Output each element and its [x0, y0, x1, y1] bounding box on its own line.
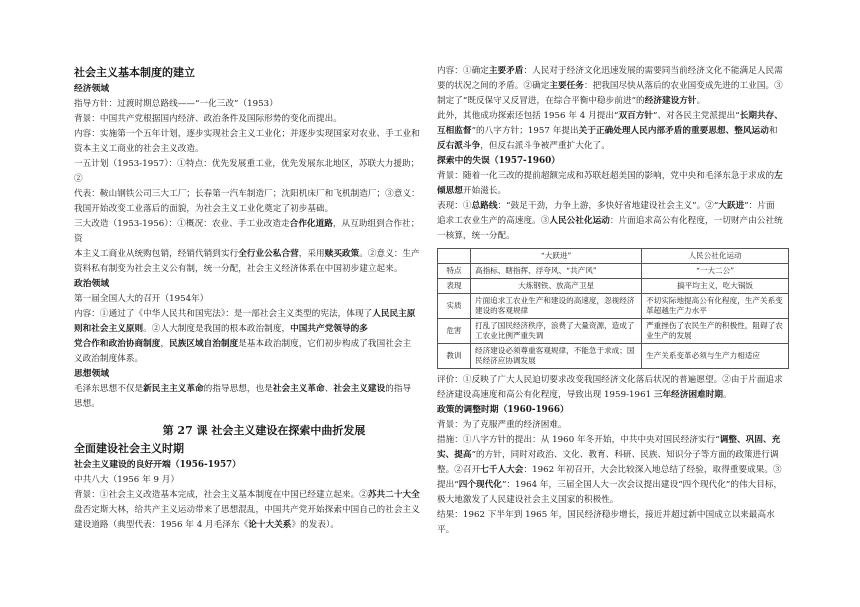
text: 制定了“既反保守又反冒进，在综合平衡中稳步前进”的	[437, 96, 645, 106]
text: ：人民对于经济文化迅速发展的需要同当前经济文化不能满足人民需	[523, 66, 783, 76]
bold-term: 实、提高	[437, 450, 472, 460]
text: 背景：①社会主义改造基本完成，社会主义基本制度在中国已经建立起来。②	[74, 490, 368, 500]
row-label: 危害	[438, 319, 471, 344]
text: ：“鼓足干劲，力争上游，多快好省地建设社会主义”。②“	[497, 201, 719, 211]
text: ”、对各民主党派提出“	[653, 111, 740, 121]
content-line	[437, 79, 789, 94]
pol-line	[74, 337, 424, 352]
eval-line: 评价：①反映了广大人民迫切要求改变我国经济文化落后状况的普遍愿望。②由于片面追求	[437, 375, 783, 385]
text: ”的方针，同时对政治、文化、教育、科研、民族、知识分子等方面的政策进行调	[471, 450, 779, 460]
other-line	[437, 124, 789, 139]
adj-line	[437, 448, 789, 463]
adj-line	[437, 478, 789, 493]
bold-term: 互相监督	[437, 126, 472, 136]
content-line: 内容：实施第一个五年计划，逐步实现社会主义工业化；并逐步实现国家对农业、手工业和	[74, 129, 420, 139]
bold-term: 中国共产党领导的多	[290, 324, 368, 334]
other-line	[437, 109, 789, 124]
text: ”：1964 年，三届全国人大一次会议提出建设“四个现代化”的伟大目标，	[501, 480, 783, 490]
mis-line	[437, 169, 789, 184]
bold-term: 三年经济困难时期	[653, 390, 724, 400]
content-line	[437, 94, 789, 109]
bold-term: 反右派斗争	[437, 141, 481, 151]
table-cell: 打乱了国民经济秩序，浪费了大量资源，造成了工农业比例严重失调	[471, 319, 642, 344]
table-row	[438, 294, 789, 319]
bold-term: 人民民主原	[372, 309, 416, 319]
text: 此外，其他成功探索还包括 1956 年 4 月提出“	[437, 111, 619, 121]
text: 。	[723, 390, 732, 400]
mis-line	[437, 184, 789, 199]
lesson-title: 第 27 课 社会主义建设在探索中曲折发展	[162, 424, 366, 437]
bold-term: 七千人大会	[480, 465, 524, 475]
section-title: 社会主义基本制度的建立	[74, 66, 195, 79]
bold-term: 倾思想	[437, 186, 463, 196]
text: 毛泽东思想不仅是	[74, 384, 144, 394]
bold-term: 民族区域自治制度	[169, 339, 239, 349]
table-cell: 生产关系变革必须与生产力相适应	[642, 344, 789, 369]
table-row	[438, 319, 789, 344]
text: 开始滋长。	[462, 186, 507, 196]
good-start-heading: 社会主义建设的良好开端（1956-1957）	[74, 460, 241, 470]
adj-line: 极大地激发了人民建设社会主义国家的积极性。	[437, 495, 619, 505]
text: ，但反右派斗争被严重扩大化了。	[480, 141, 610, 151]
table-cell: 高指标、瞎指挥、浮夸风、“共产风”	[471, 264, 642, 279]
text: 是我国的根本政治制度，	[195, 324, 291, 334]
content-line	[437, 64, 789, 79]
table-cell: “一大二公”	[642, 264, 789, 279]
adjust-heading: 政策的调整时期（1960-1966）	[437, 405, 569, 415]
bold-term: 新民主主义革命	[143, 384, 204, 394]
comparison-table	[437, 248, 789, 369]
bold-term: 党合作和政治协商制度	[74, 339, 161, 349]
mis-line: 一核算，统一分配。	[437, 231, 515, 241]
guide-text: 指导方针：过渡时期总路线——“一化三改”（1953）	[74, 99, 278, 109]
econ-heading: 经济领域	[74, 84, 110, 94]
table-header-cell: 人民公社化运动	[642, 249, 789, 264]
bold-term: 关于正确处理人民内部矛盾的重要思想、整风运动	[578, 126, 769, 136]
table-row	[438, 264, 789, 279]
result-line: 结果：1962 下半年到 1965 年，国民经济稳步增长，接近并超过新中国成立以来最高水平。	[437, 510, 775, 535]
bold-term: 社会主义建设	[333, 384, 386, 394]
text: 要的状况之间的矛盾。②确定	[437, 81, 550, 91]
text: 内容：①确定	[437, 66, 489, 76]
text: ：1962 年初召开，大会比较深入地总结了经验，取得重要成果。③	[523, 465, 782, 475]
text: 》的发表）。	[291, 520, 340, 530]
mis-line	[437, 199, 789, 214]
table-cell: 片面追求工农业生产和建设的高速度，忽视经济建设的客观规律	[471, 294, 642, 319]
row-label: 教训	[438, 344, 471, 369]
text: 。②意义：生产	[359, 249, 420, 259]
table-cell: 搞平均主义，吃大锅饭	[642, 279, 789, 294]
table-header-row	[438, 249, 789, 264]
bold-term: 社会主义革命	[272, 384, 325, 394]
text: ”：片面	[744, 201, 775, 211]
transform-line	[74, 247, 424, 262]
text: 。②人大制度	[143, 324, 196, 334]
cpc8-line: 中共八大（1956 年 9 月）	[74, 475, 180, 485]
bold-term: 则和社会主义原则	[74, 324, 144, 334]
bold-term: 左	[774, 171, 783, 181]
transform-line	[74, 217, 424, 247]
bg-line	[74, 518, 424, 533]
table-cell: 不切实际地提高公有化程度，生产关系变革超越生产力水平	[642, 294, 789, 319]
pol-line	[74, 307, 424, 322]
background-line: 背景：中国共产党根据国内经济、政治条件及国际形势的变化而提出。	[74, 114, 342, 124]
ideo-heading: 思想领域	[74, 369, 110, 379]
row-label: 实质	[438, 294, 471, 319]
fyp-line: 我国开始改变工业落后的面貌，为社会主义工业化奠定了初步基础。	[74, 204, 334, 214]
bold-term: 经济建设方针	[644, 96, 697, 106]
text: 和	[768, 126, 778, 136]
transform-line: 资料私有制变为社会主义公有制，统一分配，社会主义经济体系在中国初步建立起来。	[74, 264, 403, 274]
period-heading: 全面建设社会主义时期	[74, 442, 184, 455]
adj-line	[437, 433, 789, 448]
bold-term: 主要矛盾	[488, 66, 524, 76]
content-line: 资本主义工商业的社会主义改造。	[74, 144, 204, 154]
bold-term: 双百方针	[618, 111, 654, 121]
bold-term: 总路线	[471, 201, 498, 211]
text: ：把我国尽快从落后的农业国变成先进的工业国。③	[583, 81, 783, 91]
table-cell: 经济建设必须尊重客观规律，不能急于求成；国民经济应协调发展	[471, 344, 642, 369]
pol-line: 义政治制度体系。	[74, 354, 144, 364]
right-column	[437, 0, 789, 538]
fyp-line: 代表：鞍山钢铁公司三大工厂；长春第一汽车制造厂；沈阳机床厂和飞机制造厂；③意义：	[74, 189, 420, 199]
text: ”的八字方针；1957 年提出	[471, 126, 579, 136]
bold-term: 论十大关系	[248, 520, 292, 530]
pol-line	[74, 322, 424, 337]
text: 。	[696, 96, 706, 106]
text: 的指导思想，也是	[203, 384, 273, 394]
bold-term: 苏共二十大全	[367, 490, 420, 500]
row-label: 表现	[438, 279, 471, 294]
bg-line: 盘否定斯大林，给共产主义运动带来了思想混乱，中国共产党开始探索中国自己的社会主义	[74, 505, 420, 515]
row-label: 特点	[438, 264, 471, 279]
text: ：片面追求高公有化程度，一切财产由公社统	[609, 216, 783, 226]
table-row	[438, 279, 789, 294]
text: 内容：①通过了《中华人民共和国宪法》：是一部社会主义类型的宪法，体现了	[74, 309, 373, 319]
text: 建设道路（典型代表：1956 年 4 月毛泽东《	[74, 520, 249, 530]
text: 表现：①	[437, 201, 472, 211]
ideo-line: 思想。	[74, 399, 100, 409]
bold-term: 调整、巩固、充	[719, 435, 781, 445]
text: 背景：随着一化三改的提前超额完成和苏联赶超美国的影响，党中央和毛泽东急于求成的	[437, 171, 775, 181]
text: 提出“	[437, 480, 459, 490]
bg-line	[74, 488, 424, 503]
ideo-line	[74, 382, 424, 397]
text: ，采用	[298, 249, 325, 259]
table-row	[438, 344, 789, 369]
text: 追求工农业生产的高速度。③	[437, 216, 550, 226]
mistakes-heading: 探索中的失误（1957-1960）	[437, 156, 560, 166]
text: 经济建设高速度和高公有化程度，导致出现 1959-1961	[437, 390, 654, 400]
bold-term: 赎买政策	[324, 249, 360, 259]
table-corner-cell	[438, 249, 471, 264]
pol-heading: 政治领域	[74, 279, 110, 289]
guide-line	[74, 97, 424, 112]
bold-term: 大跃进	[718, 201, 745, 211]
bold-term: 长期共存、	[739, 111, 783, 121]
bold-term: 主要任务	[549, 81, 584, 91]
fyp-line: 一五计划（1953-1957）：①特点：优先发展重工业，优先发展东北地区，苏联大力援助；②	[74, 159, 420, 184]
bold-term: 四个现代化	[458, 480, 502, 490]
eval-line	[437, 388, 789, 403]
npc-line: 第一届全国人大的召开（1954年）	[74, 294, 209, 304]
other-line	[437, 139, 789, 154]
text: 三大改造（1953-1956）：①概况：农业、手工业改造走	[74, 219, 290, 229]
text: 措施：①八字方针的提出：从 1960 年冬开始，中共中央对国民经济实行“	[437, 435, 720, 445]
text: ，从互助组到合作社；资	[74, 219, 420, 244]
mis-line	[437, 214, 789, 229]
table-cell: 大炼钢铁、放高产卫星	[471, 279, 642, 294]
text: 本主义工商业从统购包销，经销代销到实行	[74, 249, 239, 259]
table-header-cell: “大跃进”	[471, 249, 642, 264]
left-column	[74, 0, 424, 533]
text: 、	[324, 384, 334, 394]
bold-term: 人民公社化运动	[549, 216, 610, 226]
text: 整。②召开	[437, 465, 481, 475]
text: 的指导	[385, 384, 412, 394]
bold-term: 全行业公私合营	[238, 249, 299, 259]
adj-line	[437, 463, 789, 478]
text: 是基本政治制度，它们初步构成了我国社会主	[238, 339, 412, 349]
bold-term: 合作化道路	[289, 219, 333, 229]
text: ，	[160, 339, 170, 349]
adj-line: 背景：为了克服严重的经济困难。	[437, 420, 567, 430]
table-cell: 严重挫伤了农民生产的积极性，阻碍了农业生产的发展	[642, 319, 789, 344]
